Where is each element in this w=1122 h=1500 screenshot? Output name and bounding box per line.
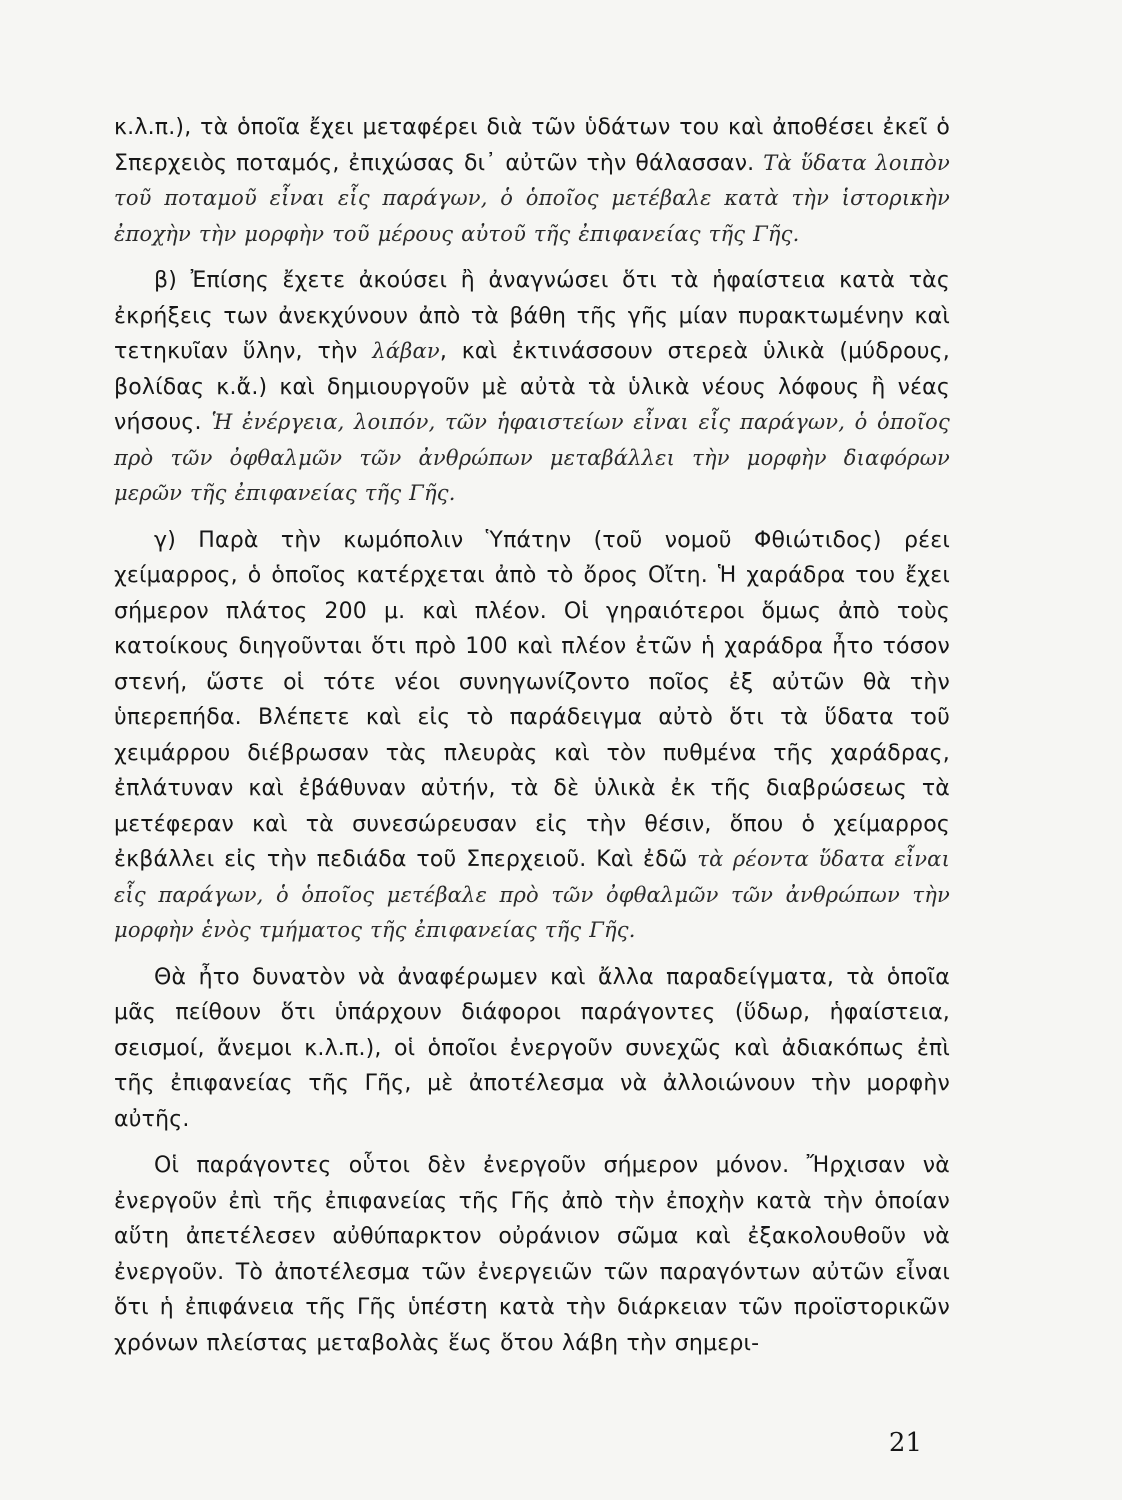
paragraph-4 xyxy=(114,960,950,1138)
paragraph-2-emphasis: Ἡ ἐνέργεια, λοιπόν, τῶν ἡφαιστείων εἶναι εἷς παράγων, ὁ ὁποῖος πρὸ τῶν ὀφθαλμῶν τῶν ἀνθρώπων μεταβάλλει τὴν μορφὴν διαφόρων μερῶν τῆς ἐπιφανείας τῆς Γῆς. xyxy=(114,410,950,505)
paragraph-5-text: Οἱ παράγοντες οὗτοι δὲν ἐνεργοῦν σήμερον μόνον. Ἤρχισαν νὰ ἐνεργοῦν ἐπὶ τῆς ἐπιφανείας τῆς Γῆς ἀπὸ τὴν ἐποχὴν κατὰ τὴν ὁποίαν αὕτη ἀπετέλεσεν αὐθύπαρκτον οὐράνιον σῶμα καὶ ἐξακολουθοῦν νὰ ἐνεργοῦν. Τὸ ἀποτέλεσμα τῶν ἐνεργειῶν τῶν παραγόντων αὐτῶν εἶναι ὅτι ἡ ἐπιφάνεια τῆς Γῆς ὑπέστη κατὰ τὴν διάρκειαν τῶν προϊστορικῶν χρόνων πλείστας μεταβολὰς ἕως ὅτου λάβη τὴν σημερι- xyxy=(114,1153,950,1356)
paragraph-5 xyxy=(114,1148,950,1361)
paragraph-2-text: β) Ἐπίσης ἔχετε ἀκούσει ἢ ἀναγνώσει ὅτι τὰ ἡφαίστεια κατὰ τὰς ἐκρήξεις των ἀνεκχύνουν ἀπὸ τὰ βάθη τῆς γῆς μίαν πυρακτωμένην καὶ τετηκυῖαν ὕλην, τὴν xyxy=(114,268,950,364)
paragraph-1-text: κ.λ.π.), τὰ ὁποῖα ἔχει μεταφέρει διὰ τῶν ὑδάτων του καὶ ἀποθέσει ἐκεῖ ὁ Σπερχειὸς ποταμός, ἐπιχώσας δι᾿ αὐτῶν τὴν θάλασσαν. xyxy=(114,115,950,176)
paragraph-1 xyxy=(114,110,950,252)
paragraph-2-term-lava: λάβαν xyxy=(372,339,440,363)
paragraph-1-emphasis: Τὰ ὕδατα λοιπὸν τοῦ ποταμοῦ εἶναι εἷς παράγων, ὁ ὁποῖος μετέβαλε κατὰ τὴν ἱστορικὴν ἐποχὴν τὴν μορφὴν τοῦ μέρους αὐτοῦ τῆς ἐπιφανείας τῆς Γῆς. xyxy=(114,150,950,246)
paragraph-3 xyxy=(114,523,950,949)
paragraph-3-emphasis: τὰ ρέοντα ὕδατα εἶναι εἷς παράγων, ὁ ὁποῖος μετέβαλε πρὸ τῶν ὀφθαλμῶν τῶν ἀνθρώπων τὴν μορφὴν ἑνὸς τμήματος τῆς ἐπιφανείας τῆς Γῆς. xyxy=(114,847,950,942)
paragraph-2-text-continued: , καὶ ἐκτινάσσουν στερεὰ ὑλικὰ (μύδρους, βολίδας κ.ἄ.) καὶ δημιουργοῦν μὲ αὐτὰ τὰ ὑλικὰ νέους λόφους ἢ νέας νήσους. xyxy=(114,339,950,435)
page-number: 21 xyxy=(888,1428,922,1458)
paragraph-2 xyxy=(114,263,950,512)
paragraph-4-text: Θὰ ἦτο δυνατὸν νὰ ἀναφέρωμεν καὶ ἄλλα παραδείγματα, τὰ ὁποῖα μᾶς πείθουν ὅτι ὑπάρχουν διάφοροι παράγοντες (ὕδωρ, ἡφαίστεια, σεισμοί, ἄνεμοι κ.λ.π.), οἱ ὁποῖοι ἐνεργοῦν συνεχῶς καὶ ἀδιακόπως ἐπὶ τῆς ἐπιφανείας τῆς Γῆς, μὲ ἀποτέλεσμα νὰ ἀλλοιώνουν τὴν μορφὴν αὐτῆς. xyxy=(114,964,950,1132)
paragraph-3-text: γ) Παρὰ τὴν κωμόπολιν Ὑπάτην (τοῦ νομοῦ Φθιώτιδος) ρέει χείμαρρος, ὁ ὁποῖος κατέρχεται ἀπὸ τὸ ὄρος Οἴτη. Ἡ χαράδρα του ἔχει σήμερον πλάτος 200 μ. καὶ πλέον. Οἱ γηραιότεροι ὅμως ἀπὸ τοὺς κατοίκους διηγοῦνται ὅτι πρὸ 100 καὶ πλέον ἐτῶν ἡ χαράδρα ἦτο τόσον στενή, ὥστε οἱ τότε νέοι συνηγωνίζοντο ποῖος ἐξ αὐτῶν θὰ τὴν ὑπερεπήδα. Βλέπετε καὶ εἰς τὸ παράδειγμα αὐτὸ ὅτι τὰ ὕδατα τοῦ χειμάρρου διέβρωσαν τὰς πλευρὰς καὶ τὸν πυθμένα τῆς χαράδρας, ἐπλάτυναν καὶ ἐβάθυναν αὐτήν, τὰ δὲ ὑλικὰ ἐκ τῆς διαβρώσεως τὰ μετέφεραν καὶ τὰ συνεσώρευσαν εἰς τὴν θέσιν, ὅπου ὁ χείμαρρος ἐκβάλλει εἰς τὴν πεδιάδα τοῦ Σπερχειοῦ. Καὶ ἐδῶ xyxy=(114,527,950,872)
